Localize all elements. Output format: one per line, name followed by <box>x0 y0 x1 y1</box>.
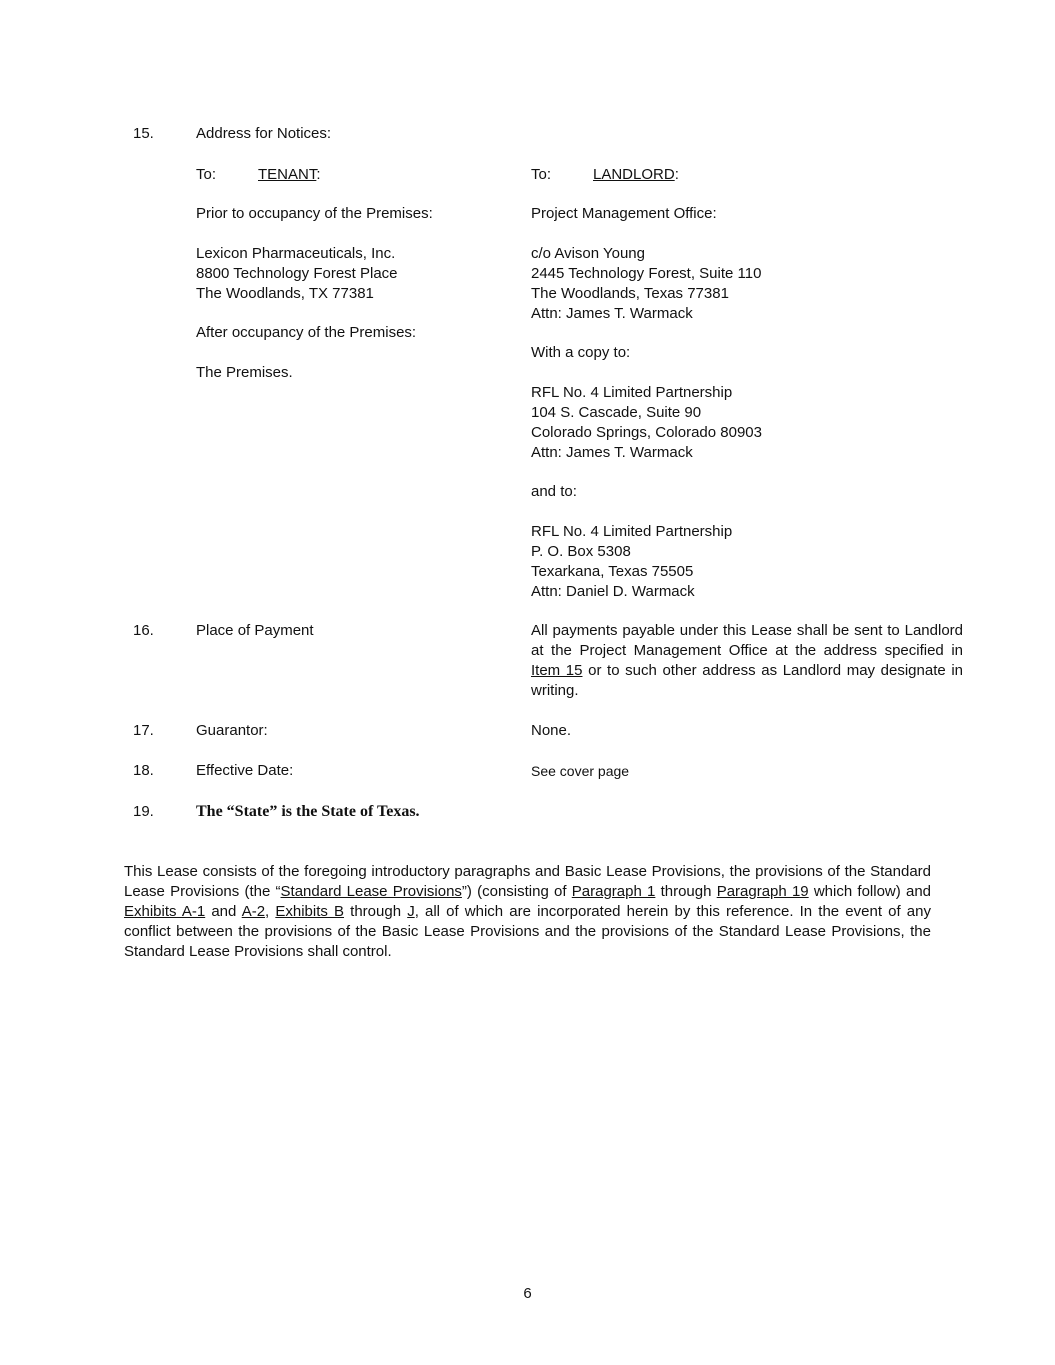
closing-text: ”) (consisting of <box>461 883 572 900</box>
exhibit-a2-link[interactable]: A-2 <box>241 903 266 920</box>
landlord-office-line: 2445 Technology Forest, Suite 110 <box>531 265 762 282</box>
exhibits-b-link[interactable]: Exhibits B <box>275 903 345 920</box>
paragraph-19-link[interactable]: Paragraph 19 <box>716 883 809 900</box>
landlord-office-line: The Woodlands, Texas 77381 <box>531 285 729 302</box>
landlord-office-label: Project Management Office: <box>531 205 717 222</box>
tenant-address-line: Lexicon Pharmaceuticals, Inc. <box>196 245 396 262</box>
page-number: 6 <box>523 1285 532 1302</box>
standard-lease-provisions-link[interactable]: Standard Lease Provisions <box>280 883 462 900</box>
landlord-office-address <box>531 244 761 324</box>
item-16-text-before: All payments payable under this Lease shall be sent to Landlord at the Project Management Office at the address specified in <box>531 622 963 659</box>
landlord-copy-line: Colorado Springs, Colorado 80903 <box>531 424 762 441</box>
landlord-copy-address <box>531 383 762 463</box>
item-16-number: 16. <box>133 622 154 639</box>
closing-paragraph <box>124 862 931 962</box>
item-19-number: 19. <box>133 803 154 820</box>
landlord-heading <box>593 165 679 185</box>
tenant-heading <box>258 165 321 185</box>
exhibits-a1-link[interactable]: Exhibits A-1 <box>124 903 206 920</box>
landlord-heading-colon: : <box>674 166 679 183</box>
tenant-to-label: To: <box>196 166 217 183</box>
landlord-and-line: Attn: Daniel D. Warmack <box>531 583 695 600</box>
item-17-value: None. <box>531 722 572 739</box>
item-15-reference-link[interactable]: Item 15 <box>531 662 583 679</box>
item-18-value: See cover page <box>531 763 630 779</box>
landlord-office-line: Attn: James T. Warmack <box>531 305 693 322</box>
item-16-label: Place of Payment <box>196 622 314 639</box>
item-17-label: Guarantor: <box>196 722 268 739</box>
landlord-and-line: Texarkana, Texas 75505 <box>531 563 694 580</box>
landlord-office-line: c/o Avison Young <box>531 245 645 262</box>
tenant-after-label: After occupancy of the Premises: <box>196 324 417 341</box>
closing-text: which follow) and <box>808 883 932 900</box>
tenant-address-line: 8800 Technology Forest Place <box>196 265 398 282</box>
tenant-after-value: The Premises. <box>196 364 293 381</box>
landlord-heading-text: LANDLORD <box>593 166 675 183</box>
item-18-label: Effective Date: <box>196 762 294 779</box>
landlord-and-line: P. O. Box 5308 <box>531 543 631 560</box>
closing-text: , <box>265 903 276 920</box>
landlord-to-label: To: <box>531 166 552 183</box>
paragraph-1-link[interactable]: Paragraph 1 <box>571 883 656 900</box>
landlord-and-label: and to: <box>531 483 577 500</box>
tenant-address-line: The Woodlands, TX 77381 <box>196 285 374 302</box>
landlord-copy-line: Attn: James T. Warmack <box>531 444 693 461</box>
item-17-number: 17. <box>133 722 154 739</box>
item-16-text <box>531 621 963 701</box>
closing-text: This Lease consists of the foregoing introductory paragraphs and Basic Lease Provisions, the provisions of the Standard Lease Provisions (the “ <box>124 863 931 900</box>
tenant-heading-text: TENANT <box>258 166 317 183</box>
landlord-copy-line: 104 S. Cascade, Suite 90 <box>531 404 702 421</box>
item-15-label: Address for Notices: <box>196 125 332 142</box>
item-16-text-after: or to such other address as Landlord may designate in writing. <box>531 662 963 699</box>
closing-text: through <box>344 903 408 920</box>
landlord-and-line: RFL No. 4 Limited Partnership <box>531 523 733 540</box>
tenant-prior-label: Prior to occupancy of the Premises: <box>196 205 433 222</box>
closing-text: and <box>205 903 242 920</box>
tenant-address <box>196 244 398 304</box>
exhibit-j-link[interactable]: J <box>407 903 415 920</box>
tenant-heading-colon: : <box>316 166 321 183</box>
closing-text: , all of which are incorporated herein by this reference. In the event of any conflict between the provisions of the Basic Lease Provisions and the provisions of the Standard Lease Provisions, the Standard Lease Provisions shall control. <box>124 903 931 960</box>
item-15-number: 15. <box>133 125 154 142</box>
item-18-number: 18. <box>133 762 154 779</box>
closing-text: through <box>655 883 717 900</box>
landlord-copy-line: RFL No. 4 Limited Partnership <box>531 384 733 401</box>
landlord-copy-label: With a copy to: <box>531 344 631 361</box>
item-19-text: The “State” is the State of Texas. <box>196 803 420 820</box>
landlord-and-address <box>531 522 732 602</box>
